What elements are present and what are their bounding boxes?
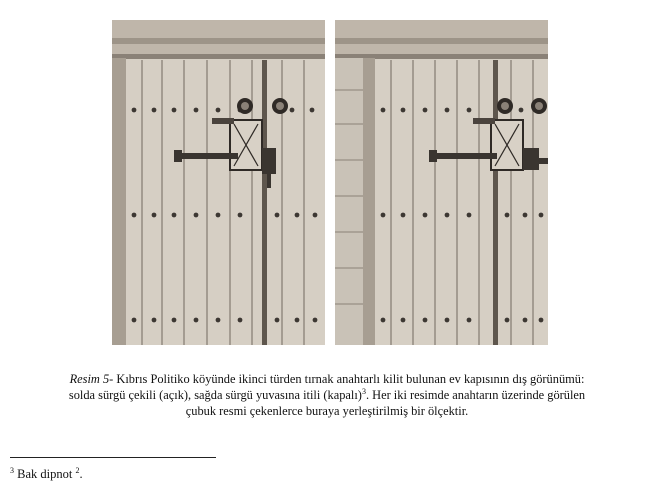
footnote-end: . (79, 467, 83, 481)
caption-footnote-ref: 3 (361, 386, 366, 396)
door-closed-illustration (335, 20, 548, 345)
caption-text-part2: . Her iki resimde anahtarın üzerinde görülen çubuk resmi çekenlerce buraya yerleştirilmiş bir ölçektir. (185, 388, 586, 418)
caption-text-part1: - Kıbrıs Politiko köyünde ikinci türden tırnak anahtarlı kilit bulunan ev kapısının dış görünümü: solda sürgü çekili (açık), sağda sürgü yuvasına itili (kapalı) (68, 372, 585, 402)
figure-caption (60, 371, 594, 419)
footnote (10, 466, 83, 482)
footnote-text: Bak dipnot (14, 467, 76, 481)
footnote-marker: 3 (10, 465, 14, 475)
footnote-separator (10, 457, 216, 458)
door-open-illustration (112, 20, 325, 345)
caption-lead: Resim 5 (69, 372, 110, 386)
door-photo-open (112, 20, 325, 345)
footnote-ref: 2 (75, 465, 80, 475)
door-photo-closed (335, 20, 548, 345)
